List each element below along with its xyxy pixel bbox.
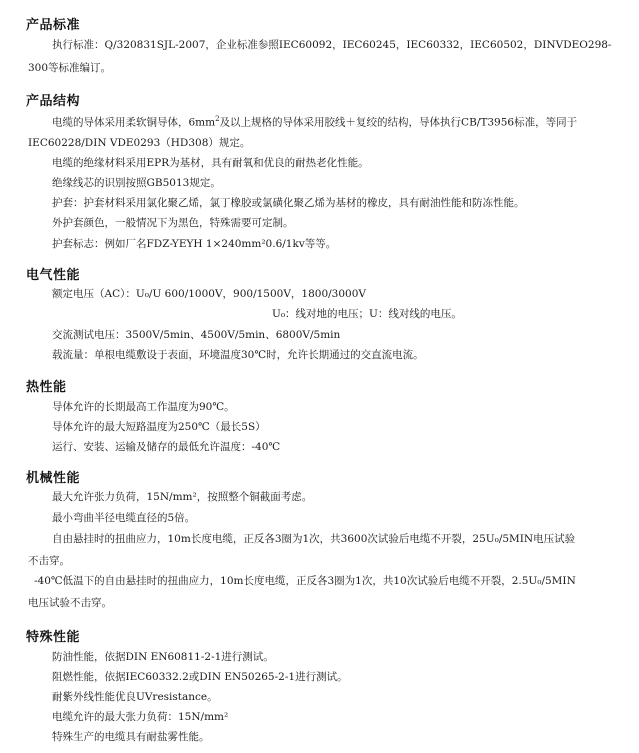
mechanical-torsion-line-2: 不击穿。 — [28, 555, 70, 567]
special-uv-resistance: 耐紫外线性能优良UVresistance。 — [52, 691, 218, 703]
special-production: 特殊生产的电缆具有耐盐雾性能。 — [52, 731, 210, 743]
mechanical-low-temp-torsion-line-2: 电压试验不击穿。 — [28, 597, 112, 609]
section-heading-mechanical: 机械性能 — [26, 471, 81, 486]
electrical-rated-voltage: 额定电压（AC）：U₀/U 600/1000V，900/1500V，1800/3000V — [52, 288, 366, 300]
structure-sheath-color: 外护套颜色，一般情况下为黑色，特殊需要可定制。 — [52, 217, 294, 229]
mechanical-torsion-line-1: 自由悬挂时的扭曲应力，10m长度电缆，正反各3圈为1次，共3600次试验后电缆不开裂，25U₀/5MIN电压试验 — [52, 533, 576, 545]
conductor-sup: 2 — [215, 115, 220, 123]
special-oil-resistance: 防油性能，依据DIN EN60811-2-1进行测试。 — [52, 651, 274, 663]
section-heading-electrical: 电气性能 — [26, 268, 81, 283]
standard-line-1: 执行标准：Q/320831SJL-2007，企业标准参照IEC60092，IEC60245，IEC60332，IEC60502，DINVDEO298- — [52, 39, 612, 51]
structure-sheath: 护套：护套材料采用氯化聚乙烯，氯丁橡胶或氯磺化聚乙烯为基材的橡皮，具有耐油性能和防冻性能。 — [52, 197, 525, 209]
section-heading-thermal: 热性能 — [26, 380, 67, 395]
electrical-voltage-note: U₀：线对地的电压；U：线对线的电压。 — [272, 308, 462, 320]
section-heading-special: 特殊性能 — [26, 630, 81, 645]
structure-core-id: 绝缘线芯的识别按照GB5013规定。 — [52, 177, 221, 189]
structure-insulation: 电缆的绝缘材料采用EPR为基材，具有耐氧和优良的耐热老化性能。 — [52, 157, 369, 169]
structure-conductor-line-1 — [52, 112, 577, 130]
section-heading-structure: 产品结构 — [26, 94, 81, 109]
special-max-tension: 电缆允许的最大张力负荷：15N/mm² — [52, 711, 229, 723]
section-heading-standard: 产品标准 — [26, 18, 81, 33]
mechanical-min-bend-radius: 最小弯曲半径电缆直径的5倍。 — [52, 512, 196, 524]
conductor-text-b: 及以上规格的导体采用胶线＋复绞的结构，导体执行CB/T3956标准，等同于 — [219, 116, 578, 129]
structure-conductor-line-2: IEC60228/DIN VDE0293（HD308）规定。 — [28, 137, 251, 149]
mechanical-low-temp-torsion-line-1: -40℃低温下的自由悬挂时的扭曲应力，10m长度电缆，正反各3圈为1次，共10次试验后电缆不开裂，2.5U₀/5MIN — [34, 575, 576, 587]
standard-line-2: 300等标准编订。 — [28, 62, 112, 74]
thermal-min-install-temp: 运行、安装、运输及储存的最低允许温度：-40℃ — [52, 441, 281, 453]
electrical-test-voltage: 交流测试电压：3500V/5min、4500V/5min、6800V/5min — [52, 329, 341, 341]
conductor-text-a: 电缆的导体采用柔软铜导体，6mm — [52, 116, 216, 129]
electrical-current-capacity: 载流量：单根电缆敷设于表面，环境温度30℃时，允许长期通过的交直流电流。 — [52, 349, 424, 361]
thermal-max-short-circuit-temp: 导体允许的最大短路温度为250℃（最长5S） — [52, 421, 266, 433]
structure-sheath-mark: 护套标志：例如厂名FDZ-YEYH 1×240mm²0.6/1kv等等。 — [52, 238, 337, 250]
mechanical-max-tension: 最大允许张力负荷，15N/mm²，按照整个铜截面考虑。 — [52, 491, 313, 503]
thermal-max-working-temp: 导体允许的长期最高工作温度为90℃。 — [52, 401, 235, 413]
special-flame-retardant: 阻燃性能，依据IEC60332.2或DIN EN50265-2-1进行测试。 — [52, 671, 348, 683]
